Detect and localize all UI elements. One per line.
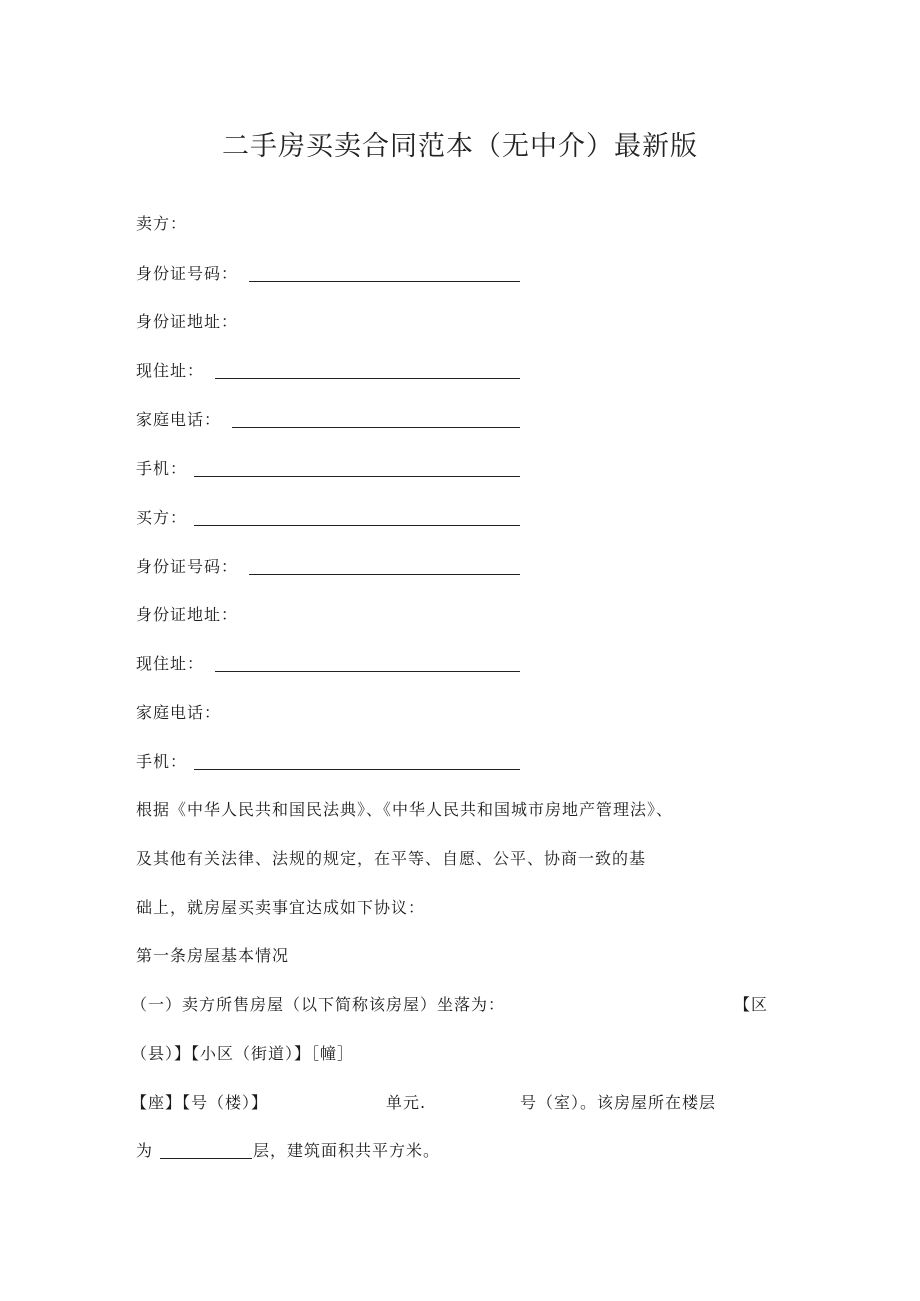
- buyer-mobile-blank[interactable]: [194, 769, 520, 770]
- article-1-para-4-prefix: 为: [136, 1141, 154, 1160]
- article-1-para-2: （县）】【小区（街道）】［幢］: [131, 1044, 355, 1063]
- buyer-id-address-label: 身份证地址：: [136, 605, 239, 624]
- buyer-id-number-blank[interactable]: [249, 574, 520, 575]
- article-1-para-4-suffix: 层，建筑面积共平方米。: [253, 1141, 441, 1160]
- seller-id-number-blank[interactable]: [249, 281, 520, 282]
- article-1-para-3-room: 号（室）。该房屋所在楼层: [520, 1093, 717, 1112]
- preamble-line-3: 础上，就房屋买卖事宜达成如下协议：: [136, 898, 426, 917]
- article-1-para-1: （一）卖方所售房屋（以下简称该房屋）坐落为：: [131, 995, 506, 1014]
- buyer-home-phone-label: 家庭电话：: [136, 703, 222, 722]
- seller-current-address-label: 现住址：: [136, 361, 205, 380]
- seller-current-address-blank[interactable]: [215, 378, 520, 379]
- seller-id-address-label: 身份证地址：: [136, 312, 239, 331]
- document-title: 二手房买卖合同范本（无中介）最新版: [222, 131, 698, 162]
- floor-number-blank[interactable]: [160, 1158, 252, 1159]
- article-1-district-bracket: 【区: [734, 995, 769, 1014]
- seller-home-phone-blank[interactable]: [232, 427, 520, 428]
- buyer-label: 买方：: [136, 508, 188, 527]
- buyer-id-number-label: 身份证号码：: [136, 557, 239, 576]
- preamble-line-2: 及其他有关法律、法规的规定，在平等、自愿、公平、协商一致的基: [136, 849, 647, 868]
- seller-home-phone-label: 家庭电话：: [136, 410, 222, 429]
- seller-mobile-label: 手机：: [136, 459, 188, 478]
- article-1-para-3-unit: 单元.: [386, 1093, 427, 1112]
- buyer-current-address-blank[interactable]: [215, 671, 520, 672]
- article-1-para-3-seat: 【座】【号（楼）】: [131, 1093, 269, 1112]
- buyer-name-blank[interactable]: [194, 525, 520, 526]
- article-1-heading: 第一条房屋基本情况: [136, 946, 290, 965]
- seller-label: 卖方：: [136, 214, 188, 233]
- buyer-mobile-label: 手机：: [136, 752, 188, 771]
- seller-id-number-label: 身份证号码：: [136, 264, 239, 283]
- buyer-current-address-label: 现住址：: [136, 654, 205, 673]
- preamble-line-1: 根据《中华人民共和国民法典》、《中华人民共和国城市房地产管理法》、: [136, 800, 674, 819]
- seller-mobile-blank[interactable]: [194, 476, 520, 477]
